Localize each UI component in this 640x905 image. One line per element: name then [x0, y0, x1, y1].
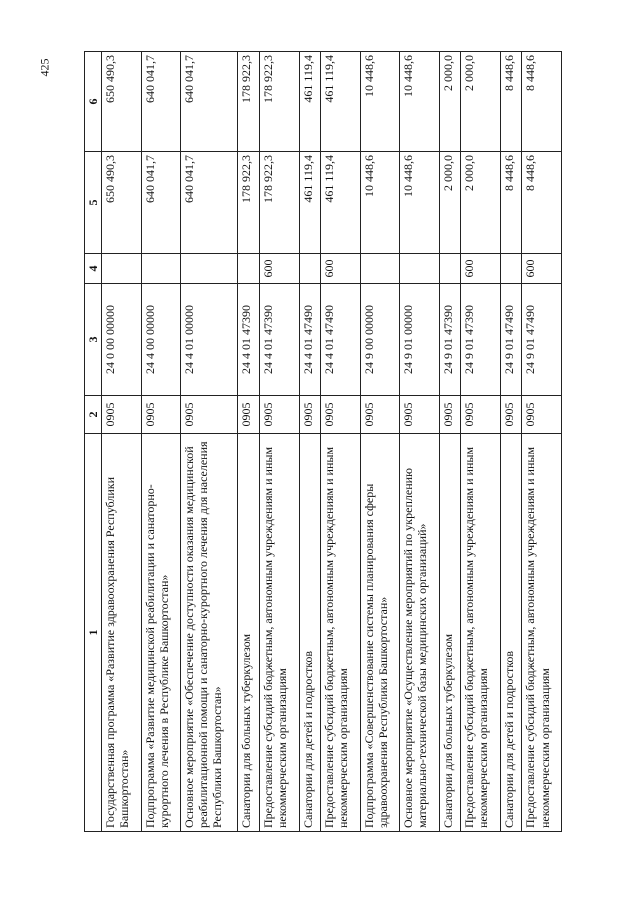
row-csr-cell: 24 9 01 47390: [461, 284, 501, 396]
budget-table: [84, 51, 562, 832]
row-sum1-cell: 640 041,7: [141, 152, 181, 254]
row-csr-cell: 24 9 01 47390: [439, 284, 461, 396]
row-sum2-cell: 8 448,6: [500, 52, 522, 152]
row-section-cell: 0905: [461, 396, 501, 434]
row-csr-cell: 24 9 01 47490: [500, 284, 522, 396]
row-name-cell: Подпрограмма «Совершенствование системы планирования сферы здравоохранения Республики Башкортостан»: [360, 434, 400, 832]
row-section-cell: 0905: [141, 396, 181, 434]
row-vr-cell: [238, 254, 260, 284]
table-row: [400, 52, 440, 832]
row-sum1-cell: 8 448,6: [500, 152, 522, 254]
table-row: [181, 52, 238, 832]
column-header: 3: [85, 284, 102, 396]
row-sum1-cell: 2 000,0: [461, 152, 501, 254]
row-section-cell: 0905: [321, 396, 361, 434]
row-sum2-cell: 640 041,7: [181, 52, 238, 152]
row-csr-cell: 24 4 01 00000: [181, 284, 238, 396]
row-vr-cell: 600: [461, 254, 501, 284]
row-sum2-cell: 2 000,0: [439, 52, 461, 152]
row-name-cell: Санатории для детей и подростков: [299, 434, 321, 832]
row-section-cell: 0905: [181, 396, 238, 434]
row-sum2-cell: 10 448,6: [360, 52, 400, 152]
column-header: 5: [85, 152, 102, 254]
table-row: [141, 52, 181, 832]
row-sum2-cell: 178 922,3: [260, 52, 300, 152]
row-sum1-cell: 8 448,6: [522, 152, 562, 254]
row-sum2-cell: 650 490,3: [102, 52, 142, 152]
table-row: [299, 52, 321, 832]
row-section-cell: 0905: [439, 396, 461, 434]
table-row: [461, 52, 501, 832]
row-sum2-cell: 2 000,0: [461, 52, 501, 152]
row-sum1-cell: 650 490,3: [102, 152, 142, 254]
table-row: [522, 52, 562, 832]
row-csr-cell: 24 9 01 00000: [400, 284, 440, 396]
table-row: [439, 52, 461, 832]
table-row: [500, 52, 522, 832]
row-sum1-cell: 10 448,6: [400, 152, 440, 254]
row-name-cell: Предоставление субсидий бюджетным, автономным учреждениям и иным некоммерческим организациям: [461, 434, 501, 832]
row-sum2-cell: 461 119,4: [299, 52, 321, 152]
row-csr-cell: 24 4 01 47390: [238, 284, 260, 396]
row-csr-cell: 24 0 00 00000: [102, 284, 142, 396]
row-section-cell: 0905: [500, 396, 522, 434]
row-sum1-cell: 178 922,3: [238, 152, 260, 254]
row-section-cell: 0905: [102, 396, 142, 434]
row-sum1-cell: 640 041,7: [181, 152, 238, 254]
row-sum1-cell: 178 922,3: [260, 152, 300, 254]
row-sum2-cell: 10 448,6: [400, 52, 440, 152]
row-vr-cell: [102, 254, 142, 284]
row-name-cell: Подпрограмма «Развитие медицинской реабилитации и санаторно-курортного лечения в Республике Башкортостан»: [141, 434, 181, 832]
row-vr-cell: [181, 254, 238, 284]
row-csr-cell: 24 4 01 47390: [260, 284, 300, 396]
row-vr-cell: 600: [260, 254, 300, 284]
table-row: [321, 52, 361, 832]
column-header: 6: [85, 52, 102, 152]
row-name-cell: Предоставление субсидий бюджетным, автономным учреждениям и иным некоммерческим организациям: [321, 434, 361, 832]
row-csr-cell: 24 4 00 00000: [141, 284, 181, 396]
row-csr-cell: 24 9 01 47490: [522, 284, 562, 396]
row-vr-cell: [360, 254, 400, 284]
table-row: [238, 52, 260, 832]
row-name-cell: Основное мероприятие «Осуществление мероприятий по укреплению материально-технической базы медицинских организаций»: [400, 434, 440, 832]
row-vr-cell: [439, 254, 461, 284]
row-section-cell: 0905: [238, 396, 260, 434]
row-name-cell: Санатории для больных туберкулезом: [439, 434, 461, 832]
column-header: 1: [85, 434, 102, 832]
column-header: 2: [85, 396, 102, 434]
row-sum1-cell: 461 119,4: [299, 152, 321, 254]
row-csr-cell: 24 4 01 47490: [299, 284, 321, 396]
row-name-cell: Государственная программа «Развитие здравоохранения Республики Башкортостан»: [102, 434, 142, 832]
row-vr-cell: [141, 254, 181, 284]
row-sum2-cell: 640 041,7: [141, 52, 181, 152]
row-csr-cell: 24 4 01 47490: [321, 284, 361, 396]
row-sum2-cell: 461 119,4: [321, 52, 361, 152]
row-section-cell: 0905: [299, 396, 321, 434]
row-sum1-cell: 10 448,6: [360, 152, 400, 254]
row-sum2-cell: 8 448,6: [522, 52, 562, 152]
row-sum1-cell: 2 000,0: [439, 152, 461, 254]
row-vr-cell: [400, 254, 440, 284]
row-name-cell: Санатории для больных туберкулезом: [238, 434, 260, 832]
row-name-cell: Предоставление субсидий бюджетным, автономным учреждениям и иным некоммерческим организациям: [260, 434, 300, 832]
row-vr-cell: 600: [321, 254, 361, 284]
page-number: 425: [37, 58, 52, 77]
row-vr-cell: [500, 254, 522, 284]
budget-table-rotated: [84, 52, 562, 832]
row-vr-cell: [299, 254, 321, 284]
table-header-row: [85, 52, 102, 832]
row-name-cell: Предоставление субсидий бюджетным, автономным учреждениям и иным некоммерческим организациям: [522, 434, 562, 832]
row-csr-cell: 24 9 00 00000: [360, 284, 400, 396]
row-vr-cell: 600: [522, 254, 562, 284]
row-name-cell: Санатории для детей и подростков: [500, 434, 522, 832]
row-sum2-cell: 178 922,3: [238, 52, 260, 152]
row-section-cell: 0905: [400, 396, 440, 434]
column-header: 4: [85, 254, 102, 284]
table-row: [102, 52, 142, 832]
row-section-cell: 0905: [260, 396, 300, 434]
row-section-cell: 0905: [360, 396, 400, 434]
table-row: [260, 52, 300, 832]
table-row: [360, 52, 400, 832]
row-name-cell: Основное мероприятие «Обеспечение доступности оказания медицинской реабилитационной помощи и санаторно-курортного лечения для населения Республики Башкортостан»: [181, 434, 238, 832]
row-sum1-cell: 461 119,4: [321, 152, 361, 254]
row-section-cell: 0905: [522, 396, 562, 434]
